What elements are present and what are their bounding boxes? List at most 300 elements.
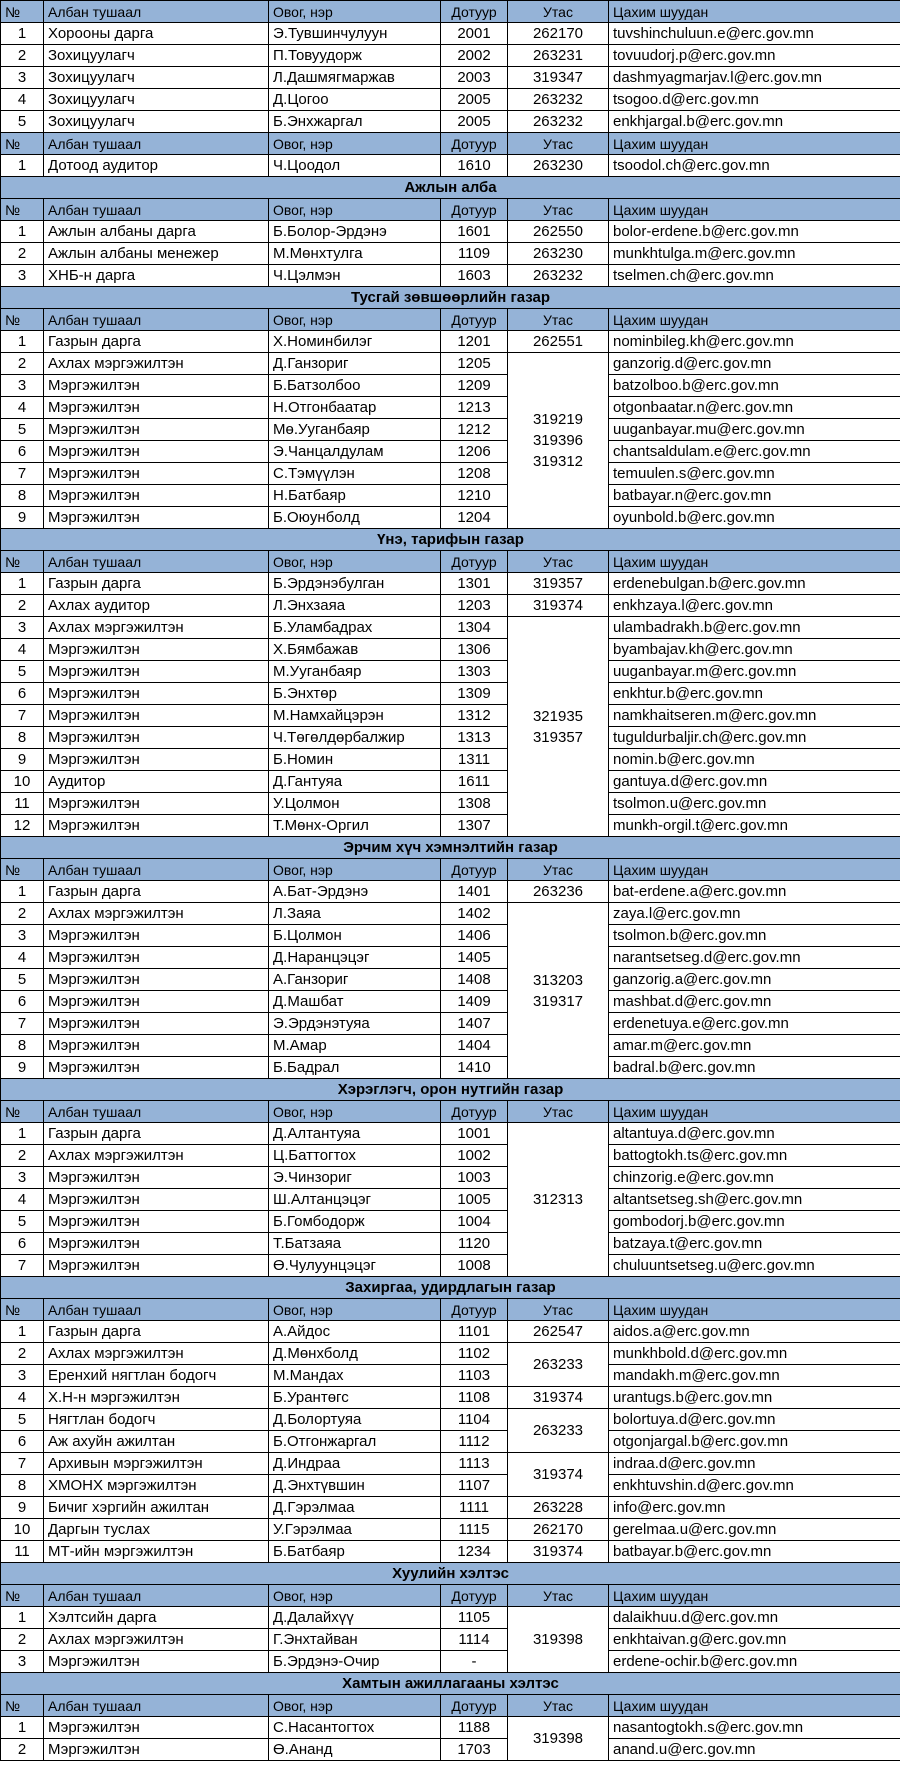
row-number: 4: [1, 1189, 44, 1211]
header-position: Албан тушаал: [44, 133, 269, 155]
email-cell: narantsetseg.d@erc.gov.mn: [609, 947, 900, 969]
position-cell: Ахлах мэргэжилтэн: [44, 1145, 269, 1167]
extension-cell: 2005: [441, 111, 508, 133]
header-extension: Дотуур: [441, 133, 508, 155]
header-number: №: [1, 1695, 44, 1717]
row-number: 4: [1, 397, 44, 419]
position-cell: Нягтлан бодогч: [44, 1409, 269, 1431]
email-cell: batbayar.n@erc.gov.mn: [609, 485, 900, 507]
position-cell: Аж ахуйн ажилтан: [44, 1431, 269, 1453]
email-cell: badral.b@erc.gov.mn: [609, 1057, 900, 1079]
row-number: 1: [1, 1123, 44, 1145]
header-number: №: [1, 1585, 44, 1607]
phone-cell: [508, 89, 609, 111]
extension-cell: 1213: [441, 397, 508, 419]
row-number: 5: [1, 661, 44, 683]
name-cell: Ш.Алтанцэцэг: [269, 1189, 441, 1211]
email-cell: altantsetseg.sh@erc.gov.mn: [609, 1189, 900, 1211]
table-row: [1, 1123, 900, 1145]
phone-number: 263233: [532, 1422, 584, 1439]
name-cell: Ц.Баттогтох: [269, 1145, 441, 1167]
table-row: [1, 1431, 900, 1453]
table-row: [1, 1651, 900, 1673]
email-cell: enkhzaya.l@erc.gov.mn: [609, 595, 900, 617]
name-cell: Б.Батбаяр: [269, 1541, 441, 1563]
phone-number: 319374: [532, 1389, 584, 1406]
name-cell: Э.Эрдэнэтуяа: [269, 1013, 441, 1035]
extension-cell: 1101: [441, 1321, 508, 1343]
table-row: [1, 375, 900, 397]
phone-number: 319374: [532, 1466, 584, 1483]
position-cell: Даргын туслах: [44, 1519, 269, 1541]
row-number: 9: [1, 749, 44, 771]
name-cell: Н.Батбаяр: [269, 485, 441, 507]
name-cell: Д.Наранцэцэг: [269, 947, 441, 969]
extension-cell: 1103: [441, 1365, 508, 1387]
phone-number: 263230: [532, 245, 584, 262]
table-row: [1, 705, 900, 727]
name-cell: Б.Батзолбоо: [269, 375, 441, 397]
extension-cell: 1404: [441, 1035, 508, 1057]
table-row: [1, 397, 900, 419]
email-cell: erdenetuya.e@erc.gov.mn: [609, 1013, 900, 1035]
extension-cell: 1203: [441, 595, 508, 617]
name-cell: Э.Чанцалдулам: [269, 441, 441, 463]
section-title: Хуулийн хэлтэс: [1, 1563, 900, 1585]
phone-number: 263233: [532, 1356, 584, 1373]
section-title-row: [1, 1563, 900, 1585]
email-cell: namkhaitseren.m@erc.gov.mn: [609, 705, 900, 727]
name-cell: П.Товуудорж: [269, 45, 441, 67]
email-cell: enkhtur.b@erc.gov.mn: [609, 683, 900, 705]
position-cell: Ажлын албаны менежер: [44, 243, 269, 265]
position-cell: Хэлтсийн дарга: [44, 1607, 269, 1629]
name-cell: Х.Номинбилэг: [269, 331, 441, 353]
email-cell: tovuudorj.p@erc.gov.mn: [609, 45, 900, 67]
phone-number: 319398: [532, 1631, 584, 1648]
email-cell: urantugs.b@erc.gov.mn: [609, 1387, 900, 1409]
phone-number: 319396: [532, 432, 584, 449]
name-cell: Д.Далайхүү: [269, 1607, 441, 1629]
name-cell: Д.Болортуяа: [269, 1409, 441, 1431]
header-phone: Утас: [508, 859, 609, 881]
name-cell: Б.Гомбодорж: [269, 1211, 441, 1233]
table-row: [1, 683, 900, 705]
name-cell: А.Бат-Эрдэнэ: [269, 881, 441, 903]
table-row: [1, 595, 900, 617]
phone-cell: [508, 243, 609, 265]
row-number: 5: [1, 111, 44, 133]
position-cell: Мэргэжилтэн: [44, 1739, 269, 1761]
email-cell: bolortuya.d@erc.gov.mn: [609, 1409, 900, 1431]
position-cell: Мэргэжилтэн: [44, 815, 269, 837]
email-cell: otgonbaatar.n@erc.gov.mn: [609, 397, 900, 419]
position-cell: Мэргэжилтэн: [44, 683, 269, 705]
phone-cell: [508, 45, 609, 67]
header-email: Цахим шуудан: [609, 1585, 900, 1607]
column-header-row: [1, 1, 900, 23]
name-cell: Д.Гэрэлмаа: [269, 1497, 441, 1519]
table-row: [1, 925, 900, 947]
email-cell: zaya.l@erc.gov.mn: [609, 903, 900, 925]
phone-number: 319357: [532, 728, 584, 746]
table-row: [1, 573, 900, 595]
name-cell: А.Ганзориг: [269, 969, 441, 991]
row-number: 3: [1, 1651, 44, 1673]
section-title: Захиргаа, удирдлагын газар: [1, 1277, 900, 1299]
header-email: Цахим шуудан: [609, 1, 900, 23]
table-row: [1, 1057, 900, 1079]
name-cell: Б.Номин: [269, 749, 441, 771]
header-phone: Утас: [508, 1299, 609, 1321]
table-row: [1, 661, 900, 683]
phone-number: 262547: [532, 1323, 584, 1340]
row-number: 11: [1, 1541, 44, 1563]
row-number: 4: [1, 639, 44, 661]
email-cell: batzolboo.b@erc.gov.mn: [609, 375, 900, 397]
email-cell: bolor-erdene.b@erc.gov.mn: [609, 221, 900, 243]
table-row: [1, 1255, 900, 1277]
position-cell: Мэргэжилтэн: [44, 1013, 269, 1035]
phone-number: 262551: [532, 333, 584, 350]
position-cell: Зохицуулагч: [44, 45, 269, 67]
extension-cell: 1212: [441, 419, 508, 441]
email-cell: nominbileg.kh@erc.gov.mn: [609, 331, 900, 353]
header-phone: Утас: [508, 1585, 609, 1607]
extension-cell: 1112: [441, 1431, 508, 1453]
email-cell: amar.m@erc.gov.mn: [609, 1035, 900, 1057]
extension-cell: 1401: [441, 881, 508, 903]
extension-cell: 1408: [441, 969, 508, 991]
extension-cell: 1205: [441, 353, 508, 375]
header-number: №: [1, 199, 44, 221]
table-row: [1, 353, 900, 375]
table-row: [1, 771, 900, 793]
header-email: Цахим шуудан: [609, 1695, 900, 1717]
table-row: [1, 221, 900, 243]
extension-cell: 1603: [441, 265, 508, 287]
header-position: Албан тушаал: [44, 1299, 269, 1321]
name-cell: Б.Отгонжаргал: [269, 1431, 441, 1453]
section-title-row: [1, 837, 900, 859]
email-cell: munkhbold.d@erc.gov.mn: [609, 1343, 900, 1365]
phone-cell: [508, 221, 609, 243]
row-number: 12: [1, 815, 44, 837]
header-extension: Дотуур: [441, 1101, 508, 1123]
extension-cell: 1311: [441, 749, 508, 771]
row-number: 6: [1, 991, 44, 1013]
email-cell: bat-erdene.a@erc.gov.mn: [609, 881, 900, 903]
name-cell: У.Цолмон: [269, 793, 441, 815]
row-number: 8: [1, 485, 44, 507]
header-extension: Дотуур: [441, 551, 508, 573]
extension-cell: 1313: [441, 727, 508, 749]
header-name: Овог, нэр: [269, 551, 441, 573]
phone-number: 263232: [532, 267, 584, 284]
table-row: [1, 1519, 900, 1541]
position-cell: Ахлах мэргэжилтэн: [44, 617, 269, 639]
position-cell: Мэргэжилтэн: [44, 1651, 269, 1673]
position-cell: Мэргэжилтэн: [44, 749, 269, 771]
table-row: [1, 1365, 900, 1387]
phone-number: 262550: [532, 223, 584, 240]
extension-cell: 1301: [441, 573, 508, 595]
position-cell: Мэргэжилтэн: [44, 485, 269, 507]
extension-cell: 1120: [441, 1233, 508, 1255]
email-cell: aidos.a@erc.gov.mn: [609, 1321, 900, 1343]
email-cell: uuganbayar.m@erc.gov.mn: [609, 661, 900, 683]
phone-number: 263230: [532, 157, 584, 174]
phone-number: 319219: [532, 411, 584, 428]
header-number: №: [1, 133, 44, 155]
header-email: Цахим шуудан: [609, 551, 900, 573]
name-cell: У.Гэрэлмаа: [269, 1519, 441, 1541]
position-cell: МТ-ийн мэргэжилтэн: [44, 1541, 269, 1563]
phone-cell: [508, 1607, 609, 1673]
table-row: [1, 969, 900, 991]
table-row: [1, 1167, 900, 1189]
row-number: 4: [1, 1387, 44, 1409]
header-email: Цахим шуудан: [609, 1101, 900, 1123]
row-number: 2: [1, 595, 44, 617]
row-number: 6: [1, 683, 44, 705]
table-row: [1, 1607, 900, 1629]
header-position: Албан тушаал: [44, 1695, 269, 1717]
column-header-row: [1, 551, 900, 573]
phone-cell: [508, 353, 609, 529]
name-cell: Э.Чинзориг: [269, 1167, 441, 1189]
extension-cell: 1105: [441, 1607, 508, 1629]
header-extension: Дотуур: [441, 1299, 508, 1321]
table-row: [1, 463, 900, 485]
header-phone: Утас: [508, 199, 609, 221]
table-row: [1, 89, 900, 111]
phone-number: 262170: [532, 1521, 584, 1538]
row-number: 7: [1, 463, 44, 485]
position-cell: ХМОНХ мэргэжилтэн: [44, 1475, 269, 1497]
position-cell: Ахлах аудитор: [44, 595, 269, 617]
email-cell: gantuya.d@erc.gov.mn: [609, 771, 900, 793]
table-row: [1, 1211, 900, 1233]
position-cell: Ахлах мэргэжилтэн: [44, 1629, 269, 1651]
header-name: Овог, нэр: [269, 1, 441, 23]
position-cell: Зохицуулагч: [44, 67, 269, 89]
email-cell: dalaikhuu.d@erc.gov.mn: [609, 1607, 900, 1629]
table-row: [1, 1321, 900, 1343]
table-row: [1, 947, 900, 969]
email-cell: tsolmon.u@erc.gov.mn: [609, 793, 900, 815]
row-number: 4: [1, 947, 44, 969]
email-cell: otgonjargal.b@erc.gov.mn: [609, 1431, 900, 1453]
section-title: Тусгай зөвшөөрлийн газар: [1, 287, 900, 309]
email-cell: batzaya.t@erc.gov.mn: [609, 1233, 900, 1255]
header-phone: Утас: [508, 309, 609, 331]
name-cell: Л.Заяа: [269, 903, 441, 925]
header-position: Албан тушаал: [44, 309, 269, 331]
header-name: Овог, нэр: [269, 1299, 441, 1321]
extension-cell: 1005: [441, 1189, 508, 1211]
extension-cell: 1210: [441, 485, 508, 507]
table-row: [1, 1233, 900, 1255]
name-cell: Н.Отгонбаатар: [269, 397, 441, 419]
position-cell: Мэргэжилтэн: [44, 1211, 269, 1233]
position-cell: Мэргэжилтэн: [44, 969, 269, 991]
header-position: Албан тушаал: [44, 1101, 269, 1123]
email-cell: tuvshinchuluun.e@erc.gov.mn: [609, 23, 900, 45]
header-name: Овог, нэр: [269, 133, 441, 155]
row-number: 2: [1, 243, 44, 265]
name-cell: М.Ууганбаяр: [269, 661, 441, 683]
extension-cell: 1304: [441, 617, 508, 639]
section-title-row: [1, 287, 900, 309]
row-number: 9: [1, 1497, 44, 1519]
row-number: 3: [1, 265, 44, 287]
phone-cell: [508, 331, 609, 353]
table-row: [1, 815, 900, 837]
column-header-row: [1, 1585, 900, 1607]
phone-number: 313203: [532, 971, 584, 989]
row-number: 3: [1, 617, 44, 639]
section-title-row: [1, 1277, 900, 1299]
position-cell: Ахлах мэргэжилтэн: [44, 903, 269, 925]
email-cell: battogtokh.ts@erc.gov.mn: [609, 1145, 900, 1167]
table-row: [1, 1717, 900, 1739]
name-cell: М.Мандах: [269, 1365, 441, 1387]
phone-cell: [508, 1453, 609, 1497]
header-extension: Дотуур: [441, 1585, 508, 1607]
name-cell: Мө.Ууганбаяр: [269, 419, 441, 441]
header-extension: Дотуур: [441, 859, 508, 881]
row-number: 10: [1, 771, 44, 793]
header-phone: Утас: [508, 1101, 609, 1123]
name-cell: Д.Индраа: [269, 1453, 441, 1475]
extension-cell: 1113: [441, 1453, 508, 1475]
position-cell: Мэргэжилтэн: [44, 947, 269, 969]
extension-cell: 1209: [441, 375, 508, 397]
extension-cell: 1111: [441, 1497, 508, 1519]
phone-number: 263232: [532, 113, 584, 130]
extension-cell: 1402: [441, 903, 508, 925]
phone-cell: [508, 1541, 609, 1563]
phone-cell: [508, 1717, 609, 1761]
header-name: Овог, нэр: [269, 859, 441, 881]
position-cell: Зохицуулагч: [44, 89, 269, 111]
row-number: 1: [1, 881, 44, 903]
row-number: 9: [1, 1057, 44, 1079]
extension-cell: 2002: [441, 45, 508, 67]
position-cell: Бичиг хэргийн ажилтан: [44, 1497, 269, 1519]
row-number: 1: [1, 1717, 44, 1739]
position-cell: Архивын мэргэжилтэн: [44, 1453, 269, 1475]
email-cell: enkhtuvshin.d@erc.gov.mn: [609, 1475, 900, 1497]
name-cell: С.Насантогтох: [269, 1717, 441, 1739]
row-number: 3: [1, 375, 44, 397]
extension-cell: 1405: [441, 947, 508, 969]
name-cell: Х.Бямбажав: [269, 639, 441, 661]
row-number: 7: [1, 1255, 44, 1277]
table-row: [1, 507, 900, 529]
column-header-row: [1, 859, 900, 881]
extension-cell: 1201: [441, 331, 508, 353]
name-cell: Т.Батзаяа: [269, 1233, 441, 1255]
header-phone: Утас: [508, 1, 609, 23]
row-number: 11: [1, 793, 44, 815]
table-row: [1, 1453, 900, 1475]
table-row: [1, 1629, 900, 1651]
email-cell: byambajav.kh@erc.gov.mn: [609, 639, 900, 661]
email-cell: mandakh.m@erc.gov.mn: [609, 1365, 900, 1387]
table-row: [1, 1189, 900, 1211]
table-row: [1, 903, 900, 925]
extension-cell: 1206: [441, 441, 508, 463]
email-cell: temuulen.s@erc.gov.mn: [609, 463, 900, 485]
name-cell: Б.Уламбадрах: [269, 617, 441, 639]
table-row: [1, 441, 900, 463]
row-number: 5: [1, 969, 44, 991]
extension-cell: 1114: [441, 1629, 508, 1651]
header-extension: Дотуур: [441, 1, 508, 23]
header-email: Цахим шуудан: [609, 859, 900, 881]
email-cell: nomin.b@erc.gov.mn: [609, 749, 900, 771]
email-cell: tsogoo.d@erc.gov.mn: [609, 89, 900, 111]
position-cell: Дотоод аудитор: [44, 155, 269, 177]
email-cell: ganzorig.a@erc.gov.mn: [609, 969, 900, 991]
section-title-row: [1, 1673, 900, 1695]
row-number: 2: [1, 1629, 44, 1651]
header-position: Албан тушаал: [44, 1585, 269, 1607]
position-cell: Мэргэжилтэн: [44, 925, 269, 947]
table-row: [1, 1035, 900, 1057]
position-cell: Газрын дарга: [44, 1123, 269, 1145]
position-cell: Ахлах мэргэжилтэн: [44, 353, 269, 375]
phone-number: 321935: [532, 707, 584, 725]
position-cell: Газрын дарга: [44, 1321, 269, 1343]
position-cell: Мэргэжилтэн: [44, 507, 269, 529]
header-email: Цахим шуудан: [609, 133, 900, 155]
row-number: 3: [1, 1167, 44, 1189]
column-header-row: [1, 133, 900, 155]
row-number: 2: [1, 45, 44, 67]
table-row: [1, 1739, 900, 1761]
name-cell: А.Айдос: [269, 1321, 441, 1343]
header-name: Овог, нэр: [269, 199, 441, 221]
name-cell: Ө.Ананд: [269, 1739, 441, 1761]
position-cell: Мэргэжилтэн: [44, 419, 269, 441]
row-number: 1: [1, 1607, 44, 1629]
position-cell: Мэргэжилтэн: [44, 463, 269, 485]
header-position: Албан тушаал: [44, 859, 269, 881]
phone-number: 262170: [532, 25, 584, 42]
email-cell: nasantogtokh.s@erc.gov.mn: [609, 1717, 900, 1739]
extension-cell: 1610: [441, 155, 508, 177]
name-cell: Л.Дашмягмаржав: [269, 67, 441, 89]
phone-number: 319398: [532, 1730, 584, 1747]
position-cell: Мэргэжилтэн: [44, 1717, 269, 1739]
header-email: Цахим шуудан: [609, 199, 900, 221]
section-title-row: [1, 529, 900, 551]
name-cell: Б.Эрдэнэ-Очир: [269, 1651, 441, 1673]
name-cell: Б.Бадрал: [269, 1057, 441, 1079]
phone-cell: [508, 1409, 609, 1453]
email-cell: enkhtaivan.g@erc.gov.mn: [609, 1629, 900, 1651]
row-number: 10: [1, 1519, 44, 1541]
header-name: Овог, нэр: [269, 1695, 441, 1717]
header-email: Цахим шуудан: [609, 1299, 900, 1321]
position-cell: Мэргэжилтэн: [44, 1057, 269, 1079]
phone-number: 263232: [532, 91, 584, 108]
name-cell: Б.Болор-Эрдэнэ: [269, 221, 441, 243]
extension-cell: 1003: [441, 1167, 508, 1189]
